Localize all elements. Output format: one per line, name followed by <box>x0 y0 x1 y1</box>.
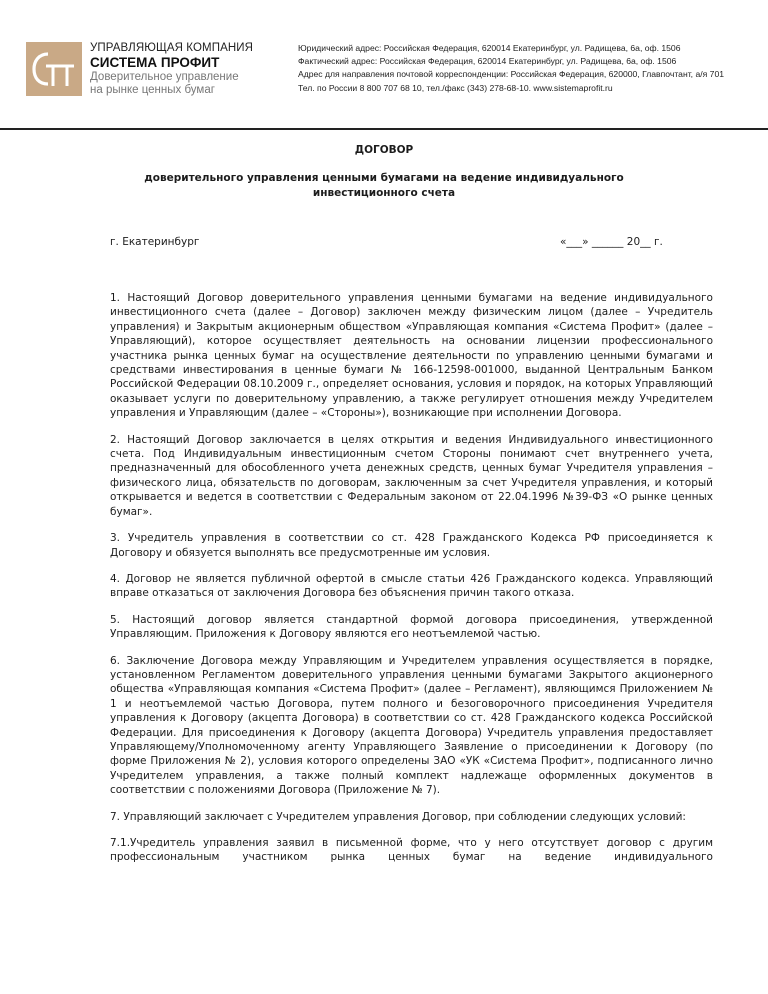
paragraph-7: 7. Управляющий заключает с Учредителем управления Договор, при соблюдении следующих условий: <box>110 810 686 823</box>
company-type: УПРАВЛЯЮЩАЯ КОМПАНИЯ <box>90 42 254 54</box>
paragraph-5: 5. Настоящий договор является стандартной формой договора присоединения, утвержденной Управляющим. Приложения к Договору являются его неотъемлемой частью. <box>110 613 713 641</box>
company-logo <box>26 42 82 96</box>
document-body <box>110 291 713 865</box>
document-date: «___» ______ 20__ г. <box>560 236 663 248</box>
legal-address: Юридический адрес: Российская Федерация, 620014 Екатеринбург, ул. Радищева, 6а, оф. 1506 <box>298 43 681 53</box>
paragraph-2: 2. Настоящий Договор заключается в целях открытия и ведения Индивидуального инвестиционного счета. Под Индивидуальным инвестиционным счетом Стороны понимают счет внутреннего учета, предназначенный для обособленного учета денежных средств, ценных бумаг Учредителя управления – физического лица, обязательств по договорам, заключенным за счет Учредителя управления, и который открывается и ведется в соответствии с Федеральным законом от 22.04.1996 №39-ФЗ «О рынке ценных бумаг». <box>110 433 713 518</box>
paragraph-4: 4. Договор не является публичной офертой в смысле статьи 426 Гражданского кодекса. Управляющий вправе отказаться от заключения Договора без объяснения причин такого отказа. <box>110 572 713 600</box>
postal-address: Адрес для направления почтовой корреспонденции: Российская Федерация, 620000, Главпочтант, а/я 701 <box>298 69 725 80</box>
logo-monogram-icon <box>26 42 82 96</box>
paragraph-6: 6. Заключение Договора между Управляющим и Учредителем управления осуществляется в порядке, установленном Регламентом доверительного управления ценными бумагами Закрытого акционерного общества «Управляющая компания «Система Профит» (далее – Регламент), являющимся Приложением № 1 и неотъемлемой частью Договора, путем полного и безоговорочного присоединения Учредителя управления к Договору (акцепта Договора) в соответствии со ст. 428 Гражданского кодекса Российской Федерации. Для присоединения к Договору (акцепта Договора) Учредитель управления предоставляет Управляющему/Уполномоченному агенту Управляющего Заявление о присоединении к Договору (по форме Приложения № 2), условия которого определены ЗАО «УК «Система Профит», подписанного лично Учредителем управления, а также полный комплект надлежаще оформленных документов в соответствии с положениями Договора (Приложение № 7). <box>110 654 713 797</box>
document-title: ДОГОВОР <box>354 144 414 156</box>
actual-address: Фактический адрес: Российская Федерация, 620014 Екатеринбург, ул. Радищева, 6а, оф. 1506 <box>298 56 677 67</box>
paragraph-3: 3. Учредитель управления в соответствии со ст. 428 Гражданского Кодекса РФ присоединяется к Договору и обязуется выполнять все предусмотренные им условия. <box>110 532 713 559</box>
document-city: г. Екатеринбург <box>110 236 200 248</box>
paragraph-7-1: 7.1.Учредитель управления заявил в письменной форме, что у него отсутствует договор с другим профессиональным участником рынка ценных бумаг на ведение индивидуального <box>110 837 713 864</box>
address-block <box>298 42 758 95</box>
header-divider <box>0 128 768 130</box>
company-tagline-1: Доверительное управление <box>90 71 239 83</box>
paragraph-1: 1. Настоящий Договор доверительного управления ценными бумагами на ведение индивидуального инвестиционного счета (далее – Договор) заключен между физическим лицом (далее – Учредитель управления) и Закрытым акционерным обществом «Управляющая компания «Система Профит» (далее – Управляющий), которое осуществляет деятельность на основании лицензии профессионального участника рынка ценных бумаг на осуществление деятельности по управлению ценными бумагами и средствами инвестирования в ценные бумаги № 166-12598-001000, выданной Центральным Банком Российской Федерации 08.10.2009 г., определяет основания, условия и порядок, на которых Управляющий оказывает услуги по доверительному управлению, а также регулирует отношения между Учредителем управления и Управляющим (далее – «Стороны»), возникающие при исполнении Договора. <box>110 292 713 420</box>
company-tagline-2: на рынке ценных бумаг <box>90 84 215 96</box>
document-subtitle: доверительного управления ценными бумагами на ведение индивидуального инвестиционного счета <box>144 172 624 199</box>
company-name: СИСТЕМА ПРОФИТ <box>90 55 220 70</box>
contact-phone: Тел. по России 8 800 707 68 10, тел./факс (343) 278-68-10. www.sistemaprofit.ru <box>298 82 613 93</box>
company-name-block <box>90 42 290 97</box>
